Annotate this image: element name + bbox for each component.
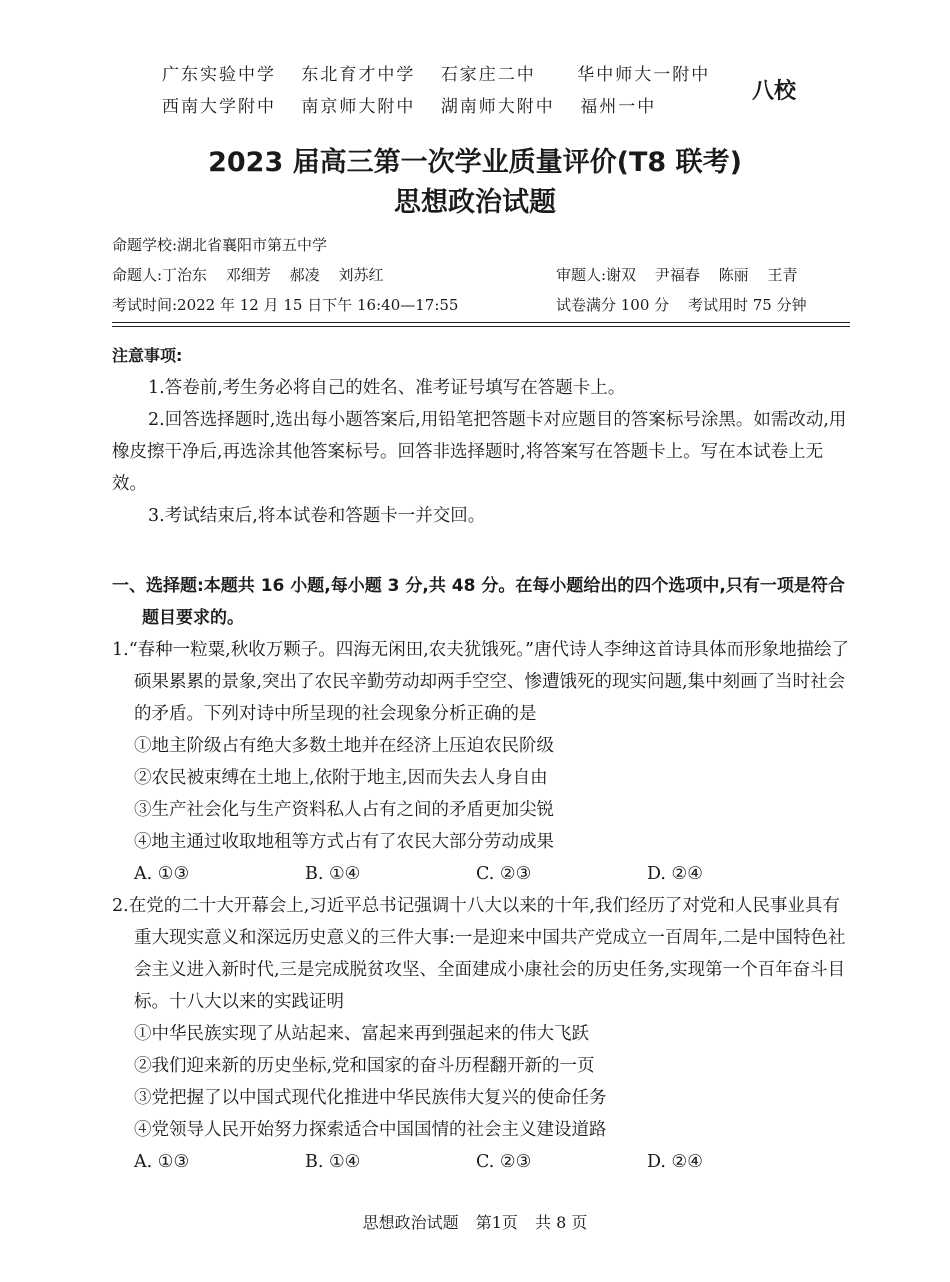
- notice-item: 1.答卷前,考生务必将自己的姓名、准考证号填写在答题卡上。: [148, 378, 626, 398]
- notice-item: 3.考试结束后,将本试卷和答题卡一并交回。: [148, 506, 486, 526]
- question-1-option: ③生产社会化与生产资料私人占有之间的矛盾更加尖锐: [134, 800, 554, 820]
- question-1-option: ②农民被束缚在土地上,依附于地主,因而失去人身自由: [134, 768, 548, 788]
- score-duration: [556, 294, 821, 315]
- reviewer-name: 王青: [767, 266, 798, 284]
- choice-c: C. ②③: [476, 864, 532, 884]
- setter-name: 郝凌: [289, 266, 320, 284]
- choice-b: B. ①④: [305, 864, 361, 884]
- setter-school: 命题学校:湖北省襄阳市第五中学: [112, 236, 328, 254]
- reviewer-name: 尹福春: [654, 266, 700, 284]
- notice-section: [112, 340, 852, 532]
- school-name: 华中师大一附中: [577, 65, 711, 85]
- reviewer-label: 审题人:谢双: [556, 266, 637, 284]
- exam-title: 2023 届高三第一次学业质量评价(T8 联考): [208, 147, 742, 178]
- footer-subject: 思想政治试题: [362, 1213, 459, 1232]
- choice-d: D. ②④: [647, 1152, 703, 1172]
- question-1-option: ①地主阶级占有绝大多数土地并在经济上压迫农民阶级: [134, 736, 554, 756]
- schools-row-2: [162, 92, 674, 117]
- reviewers: [556, 264, 811, 285]
- choice-c: C. ②③: [476, 1152, 532, 1172]
- divider-line: [112, 326, 850, 327]
- question-2-option: ②我们迎来新的历史坐标,党和国家的奋斗历程翻开新的一页: [134, 1056, 595, 1076]
- setter-label: 命题人:丁治东: [112, 266, 208, 284]
- reviewer-name: 陈丽: [718, 266, 749, 284]
- setter-name: 邓细芳: [225, 266, 271, 284]
- choice-b: B. ①④: [305, 1152, 361, 1172]
- question-section: [112, 570, 852, 1178]
- question-1-stem: 1.“春种一粒粟,秋收万颗子。四海无闲田,农夫犹饿死。”唐代诗人李绅这首诗具体而形象地描绘了硕果累累的景象,突出了农民辛勤劳动却两手空空、惨遭饿死的现实问题,集中刻画了当时社会的矛盾。下列对诗中所呈现的社会现象分析正确的是: [112, 640, 849, 724]
- school-name: 福州一中: [580, 97, 657, 117]
- question-1-choices: [112, 858, 852, 890]
- duration: 考试用时 75 分钟: [687, 296, 807, 314]
- question-2-option: ③党把握了以中国式现代化推进中华民族伟大复兴的使命任务: [134, 1088, 607, 1108]
- eight-schools-badge: 八校: [752, 79, 797, 104]
- question-2-option: ①中华民族实现了从站起来、富起来再到强起来的伟大飞跃: [134, 1024, 589, 1044]
- footer-page: 第1页: [475, 1213, 518, 1232]
- page-footer: [0, 1210, 950, 1233]
- footer-total: 共 8 页: [535, 1213, 588, 1232]
- school-name: 广东实验中学: [162, 65, 276, 85]
- school-name: 南京师大附中: [301, 97, 416, 117]
- schools-row-1: [162, 60, 728, 85]
- divider-line: [112, 322, 850, 323]
- choice-a: A. ①③: [134, 1152, 190, 1172]
- section-heading: 一、选择题:本题共 16 小题,每小题 3 分,共 48 分。在每小题给出的四个选项中,只有一项是符合题目要求的。: [112, 576, 845, 628]
- subject-title: 思想政治试题: [394, 187, 556, 218]
- setters: [112, 264, 397, 285]
- notice-item: 2.回答选择题时,选出每小题答案后,用铅笔把答题卡对应题目的答案标号涂黑。如需改动,用橡皮擦干净后,再选涂其他答案标号。回答非选择题时,将答案写在答题卡上。写在本试卷上无效。: [112, 410, 847, 494]
- choice-d: D. ②④: [647, 864, 703, 884]
- question-1-option: ④地主通过收取地租等方式占有了农民大部分劳动成果: [134, 832, 554, 852]
- question-2-choices: [112, 1146, 852, 1178]
- question-2-option: ④党领导人民开始努力探索适合中国国情的社会主义建设道路: [134, 1120, 607, 1140]
- school-name: 东北育才中学: [301, 65, 416, 85]
- school-name: 西南大学附中: [162, 97, 276, 117]
- notice-heading: 注意事项:: [112, 346, 183, 365]
- full-score: 试卷满分 100 分: [556, 296, 670, 314]
- school-name: 石家庄二中: [440, 65, 536, 85]
- choice-a: A. ①③: [134, 864, 190, 884]
- school-name: 湖南师大附中: [440, 97, 555, 117]
- setter-name: 刘苏红: [338, 266, 384, 284]
- exam-time: 考试时间:2022 年 12 月 15 日下午 16:40—17:55: [112, 296, 459, 314]
- question-2-stem: 2.在党的二十大开幕会上,习近平总书记强调十八大以来的十年,我们经历了对党和人民事业具有重大现实意义和深远历史意义的三件大事:一是迎来中国共产党成立一百周年,二是中国特色社会主义进入新时代,三是完成脱贫攻坚、全面建成小康社会的历史任务,实现第一个百年奋斗目标。十八大以来的实践证明: [112, 896, 846, 1012]
